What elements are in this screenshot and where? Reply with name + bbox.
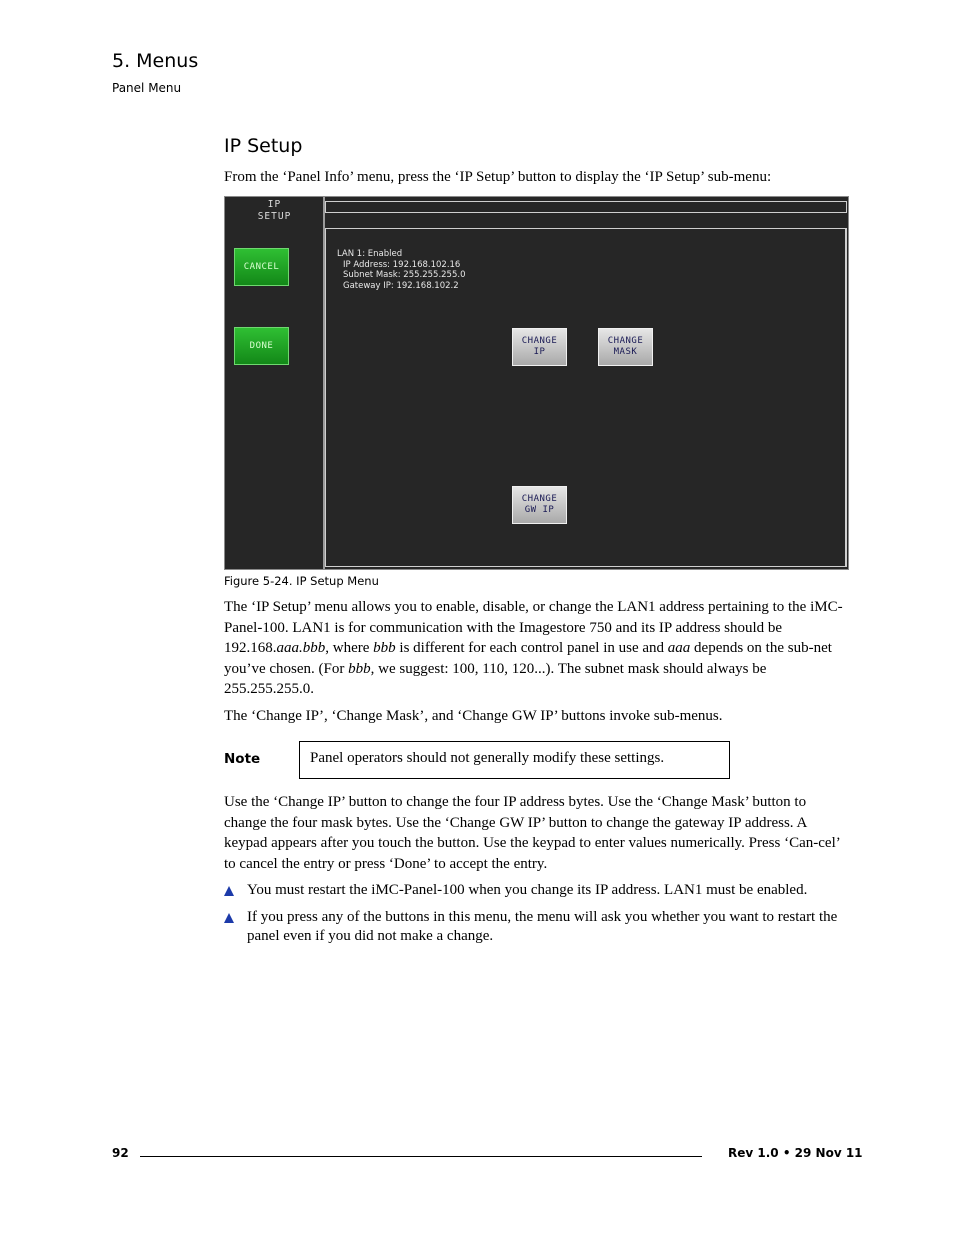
- cancel-button[interactable]: CANCEL: [234, 248, 289, 286]
- section-subtitle: Panel Menu: [112, 81, 182, 95]
- body-paragraph-3: Use the ‘Change IP’ button to change the four IP address bytes. Use the ‘Change Mask’ button to change the four mask bytes. Use the ‘Change GW IP’ button to change the gateway IP address. A keypad appears after you touch the button. Use the keypad to enter values numerically. Press ‘Can-cel’ to cancel the entry or press ‘Done’ to accept the entry.: [224, 794, 840, 872]
- lan-status: LAN 1: Enabled: [337, 249, 403, 259]
- footer-rule: [140, 1156, 702, 1157]
- subnet-mask: Subnet Mask: 255.255.255.0: [343, 270, 466, 280]
- bullet-item: [224, 908, 849, 945]
- chapter-title: 5. Menus: [112, 50, 199, 72]
- page-number: 92: [112, 1146, 129, 1160]
- bullet-text: If you press any of the buttons in this menu, the menu will ask you whether you want to restart the panel even if you did not make a change.: [247, 909, 838, 944]
- body-paragraph-2: The ‘Change IP’, ‘Change Mask’, and ‘Change GW IP’ buttons invoke sub-menus.: [224, 708, 723, 724]
- gateway-ip: Gateway IP: 192.168.102.2: [343, 280, 459, 291]
- bullet-item: [224, 881, 849, 900]
- body-paragraph-1: The ‘IP Setup’ menu allows you to enable, disable, or change the LAN1 address pertaining to the iMC-Panel-100. LAN1 is for communication with the Imagestore 750 and its IP address should be 192.168.aaa.bbb, where bbb is different for each control panel in use and aaa depends on the sub-net you’ve chosen. (For bbb, we suggest: 100, 110, 120...). The subnet mask should always be 255.255.255.0.: [224, 599, 843, 697]
- change-mask-label-2: MASK: [613, 347, 638, 357]
- ip-setup-screenshot: [224, 196, 849, 570]
- menu-title: [225, 199, 324, 223]
- revision-label: Rev 1.0 • 29 Nov 11: [728, 1146, 863, 1160]
- note-box: Panel operators should not generally modify these settings.: [299, 741, 730, 779]
- change-mask-label-1: CHANGE: [607, 336, 644, 346]
- section-heading: IP Setup: [224, 135, 303, 157]
- bullet-text: You must restart the iMC-Panel-100 when you change its IP address. LAN1 must be enabled.: [247, 882, 808, 898]
- menu-title-line2: SETUP: [257, 211, 292, 222]
- note-label: Note: [224, 751, 261, 767]
- change-ip-label-2: IP: [533, 347, 546, 357]
- change-gw-ip-button[interactable]: [512, 486, 567, 524]
- change-gw-label-1: CHANGE: [521, 494, 558, 504]
- triangle-bullet-icon: [224, 913, 234, 923]
- done-button[interactable]: DONE: [234, 327, 289, 365]
- triangle-bullet-icon: [224, 886, 234, 896]
- change-gw-label-2: GW IP: [524, 505, 555, 515]
- change-ip-label-1: CHANGE: [521, 336, 558, 346]
- change-ip-button[interactable]: [512, 328, 567, 366]
- ip-address: IP Address: 192.168.102.16: [343, 259, 461, 270]
- lan-info: [337, 249, 465, 291]
- intro-paragraph: From the ‘Panel Info’ menu, press the ‘IP Setup’ button to display the ‘IP Setup’ sub-menu:: [224, 169, 772, 185]
- change-mask-button[interactable]: [598, 328, 653, 366]
- menu-title-line1: IP: [267, 199, 282, 210]
- status-bar: [325, 201, 847, 213]
- figure-caption: Figure 5-24. IP Setup Menu: [224, 574, 379, 588]
